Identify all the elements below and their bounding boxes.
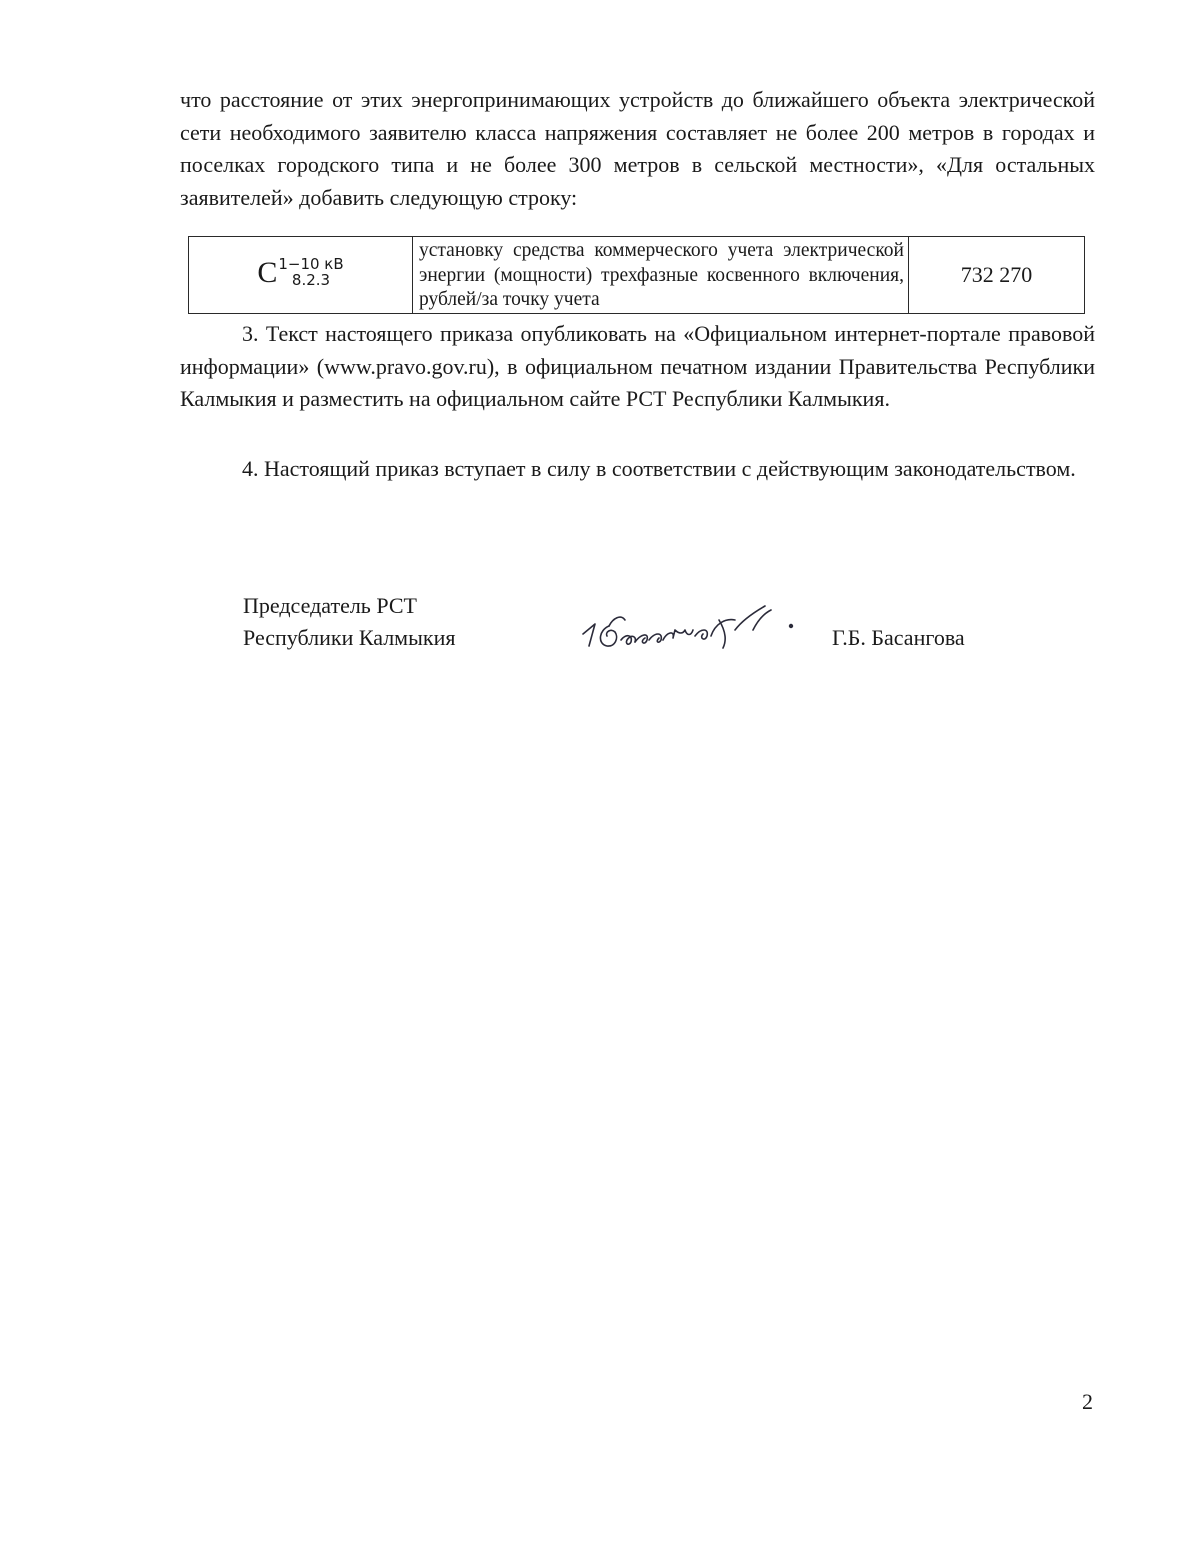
tariff-code-cell	[189, 237, 413, 314]
tariff-value-cell	[909, 237, 1085, 314]
tariff-description-cell	[413, 237, 909, 314]
item-4-paragraph: 4. Настоящий приказ вступает в силу в соответствии с действующим законодательством.	[242, 456, 1076, 481]
handwritten-signature	[575, 600, 810, 660]
signatory-title-line2: Республики Калмыкия	[243, 625, 456, 650]
signatory-name: Г.Б. Басангова	[832, 625, 965, 650]
signatory-title	[243, 590, 455, 654]
tariff-value: 732 270	[960, 262, 1033, 287]
tariff-code-subscript: 8.2.3	[291, 271, 331, 289]
tariff-code-letter: C	[257, 256, 278, 289]
item-3-paragraph: 3. Текст настоящего приказа опубликовать на «Официальном интернет-портале правовой информации» (www.pravo.gov.ru), в официальном печатном издании Правительства Республики Калмыкия и разместить на официальном сайте РСТ Республики Калмыкия.	[180, 321, 1095, 411]
tariff-code-superscript: 1−10 кВ	[278, 255, 344, 273]
tariff-code	[257, 257, 343, 289]
table-row	[189, 237, 1085, 314]
tariff-description: установку средства коммерческого учета электрической энергии (мощности) трехфазные косвенного включения, рублей/за точку учета	[419, 240, 904, 311]
tariff-table	[188, 236, 1085, 314]
signatory-title-line1: Председатель РСТ	[243, 593, 417, 618]
intro-paragraph: что расстояние от этих энергопринимающих устройств до ближайшего объекта электрической сети необходимого заявителю класса напряжения составляет не более 200 метров в городах и поселках городского типа и не более 300 метров в сельской местности», «Для остальных заявителей» добавить следующую строку:	[180, 87, 1095, 210]
page-number: 2	[1082, 1389, 1093, 1414]
